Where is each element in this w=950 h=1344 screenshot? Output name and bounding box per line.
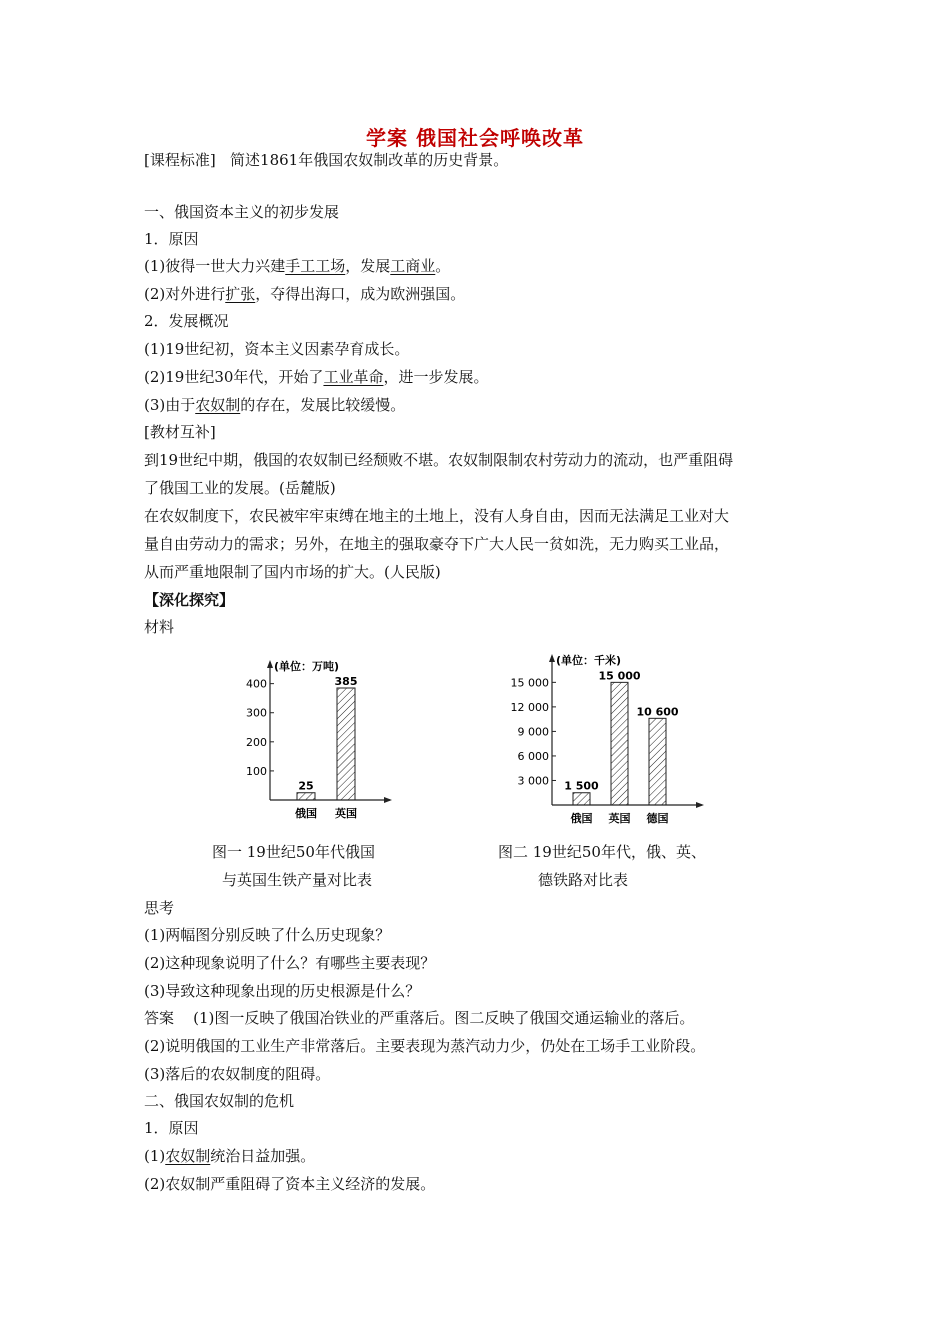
s1-dev-1: (1)19世纪初，资本主义因素孕育成长。 [144,340,410,358]
think-question: (3)导致这种现象出现的历史根源是什么？ [144,982,421,1000]
s1-dev-heading: 2．发展概况 [144,312,229,330]
unit-label: (单位：万吨) [274,660,340,673]
s2-reason-1: (1)农奴制统治日益加强。 [144,1147,316,1165]
bar-value-label: 10 600 [636,705,679,719]
blank-answer: 农奴制 [165,1147,211,1165]
answer-label: 答案 [144,1009,175,1027]
s1-reason-2: (2)对外进行扩张，夺得出海口，成为欧洲强国。 [144,285,466,303]
category-label: 英国 [335,807,357,820]
answer-line: 答案 (1)图一反映了俄国冶铁业的严重落后。图二反映了俄国交通运输业的落后。 [144,1009,695,1027]
figure2-caption: 德铁路对比表 [538,871,629,889]
s1-reason-1: (1)彼得一世大力兴建手工工场，发展工商业。 [144,257,451,275]
category-label: 俄国 [570,812,593,825]
deep-inquiry-heading: 【深化探究】 [144,591,235,609]
section1-heading: 一、俄国资本主义的初步发展 [144,203,340,221]
think-heading: 思考 [144,899,175,917]
answer-line: (3)落后的农奴制度的阻碍。 [144,1065,331,1083]
supplement-line: 在农奴制度下，农民被牢牢束缚在地主的土地上，没有人身自由，因而无法满足工业对大 [144,507,730,525]
supplement-line: 量自由劳动力的需求；另外，在地主的强取豪夺下广大人民一贫如洗，无力购买工业品， [144,535,730,553]
answer-line: (2)说明俄国的工业生产非常落后。主要表现为蒸汽动力少，仍处在工场手工业阶段。 [144,1037,706,1055]
bar-value-label: 25 [298,779,314,793]
supplement-line: 了俄国工业的发展。(岳麓版) [144,479,336,497]
page-title: 学案 俄国社会呼唤改革 [366,126,584,150]
standard-label: [课程标准] [144,151,216,169]
y-tick-label: 100 [246,764,267,778]
blank-answer: 手工工场 [285,257,346,275]
supplement-line: 到19世纪中期，俄国的农奴制已经颓败不堪。农奴制限制农村劳动力的流动，也严重阻碍 [144,451,734,469]
y-tick-label: 9 000 [517,725,549,739]
y-axis-arrow [549,654,555,662]
bar-俄国 [297,793,315,800]
figure1-caption: 图一 19世纪50年代俄国 [212,843,375,861]
y-tick-label: 12 000 [510,700,549,714]
figure1-caption: 与英国生铁产量对比表 [222,871,373,889]
standard-text: 简述1861年俄国农奴制改革的历史背景。 [230,151,509,169]
blank-answer: 工业革命 [323,368,384,386]
material-label: 材料 [144,618,175,636]
think-question: (2)这种现象说明了什么？有哪些主要表现？ [144,954,436,972]
category-label: 德国 [646,812,669,825]
course-standard [144,150,508,170]
bar-英国 [611,682,628,805]
x-axis-arrow [696,802,704,808]
railway-bar-chart [505,650,710,830]
supplement-line: 从而严重地限制了国内市场的扩大。(人民版) [144,563,441,581]
s2-reason-heading: 1．原因 [144,1119,199,1137]
blank-answer: 工商业 [390,257,436,275]
blank-answer: 农奴制 [195,396,241,414]
y-axis-arrow [267,660,273,668]
s1-dev-2: (2)19世纪30年代，开始了工业革命，进一步发展。 [144,368,489,386]
supplement-heading: [教材互补] [144,423,216,441]
s2-reason-2: (2)农奴制严重阻碍了资本主义经济的发展。 [144,1175,436,1193]
iron-output-bar-chart [238,655,398,825]
category-label: 俄国 [295,807,317,820]
y-tick-label: 15 000 [510,676,549,690]
bar-value-label: 385 [334,675,358,688]
bar-value-label: 15 000 [598,669,641,683]
section2-heading: 二、俄国农奴制的危机 [144,1092,295,1110]
blank-answer: 扩张 [225,285,256,303]
bar-俄国 [573,793,590,805]
bar-value-label: 1 500 [564,779,599,793]
figure2-caption: 图二 19世纪50年代，俄、英、 [498,843,706,861]
think-question: (1)两幅图分别反映了什么历史现象？ [144,926,391,944]
bar-英国 [337,688,355,800]
category-label: 英国 [608,812,631,825]
bar-德国 [649,718,666,805]
y-tick-label: 6 000 [517,749,549,763]
unit-label: (单位：千米) [556,654,622,667]
y-tick-label: 400 [246,677,267,691]
x-axis-arrow [384,797,392,803]
s1-dev-3: (3)由于农奴制的存在，发展比较缓慢。 [144,396,406,414]
s1-reason-heading: 1．原因 [144,230,199,248]
y-tick-label: 200 [246,735,267,749]
y-tick-label: 3 000 [517,774,549,788]
y-tick-label: 300 [246,706,267,720]
